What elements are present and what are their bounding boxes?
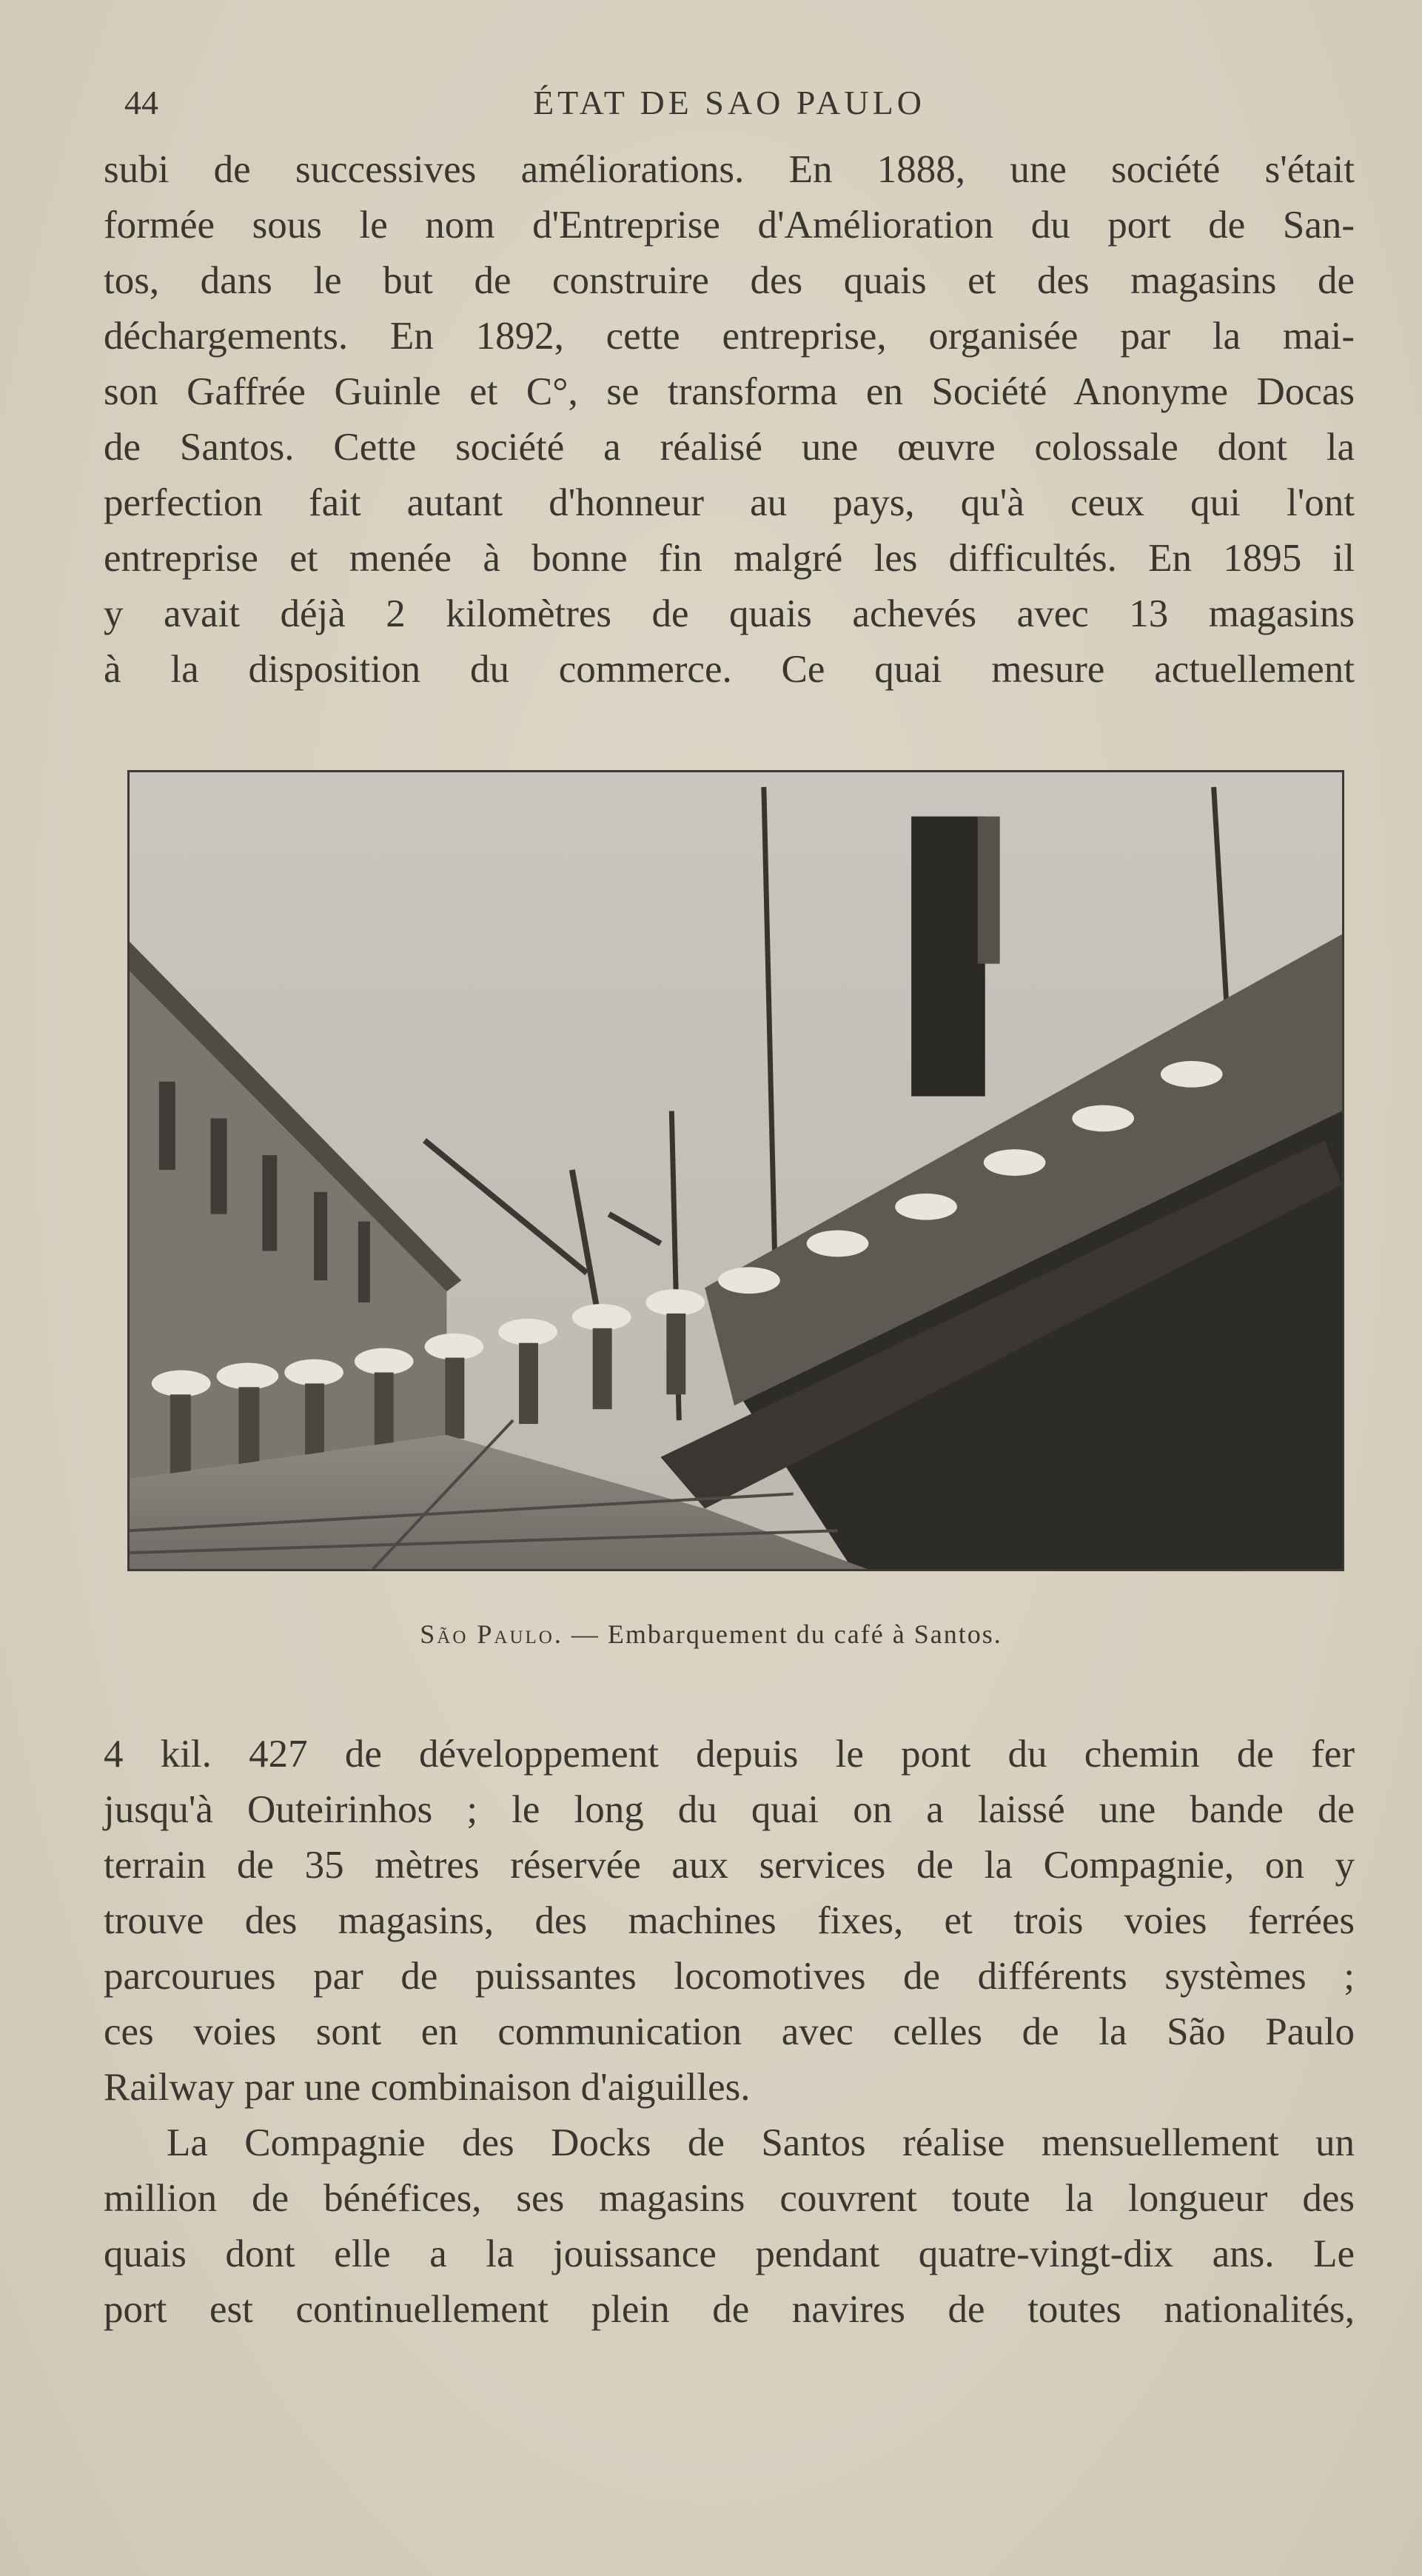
running-title: ÉTAT DE SAO PAULO (533, 84, 925, 121)
text-line: déchargements. En 1892, cette entreprise, organisée par la mai- (104, 315, 1355, 358)
text-line: jusqu'à Outeirinhos ; le long du quai on a laissé une bande de (104, 1788, 1355, 1831)
caption-text: — Embarquement du café à Santos. (563, 1619, 1002, 1649)
page-header (104, 83, 1355, 127)
text-line: formée sous le nom d'Entreprise d'Amélioration du port de San- (104, 204, 1355, 247)
text-line: son Gaffrée Guinle et C°, se transforma en Société Anonyme Docas (104, 370, 1355, 413)
paragraph-2 (104, 1727, 1355, 2338)
text-line: million de bénéfices, ses magasins couvrent toute la longueur des (104, 2177, 1355, 2220)
text-line: à la disposition du commerce. Ce quai mesure actuellement (104, 648, 1355, 691)
paragraph-1 (104, 142, 1355, 697)
caption-place: São Paulo. (420, 1619, 563, 1649)
text-line: port est continuellement plein de navires de toutes nationalités, (104, 2288, 1355, 2331)
photo-illustration (130, 772, 1342, 1569)
text-line: de Santos. Cette société a réalisé une œuvre colossale dont la (104, 426, 1355, 469)
text-line: quais dont elle a la jouissance pendant quatre-vingt-dix ans. Le (104, 2232, 1355, 2275)
text-line: y avait déjà 2 kilomètres de quais achevés avec 13 magasins (104, 592, 1355, 635)
text-line: perfection fait autant d'honneur au pays, qu'à ceux qui l'ont (104, 481, 1355, 524)
photograph-coffee-loading (127, 770, 1344, 1571)
text-line: La Compagnie des Docks de Santos réalise mensuellement un (167, 2121, 1355, 2164)
text-line: subi de successives améliorations. En 1888, une société s'était (104, 148, 1355, 191)
text-line: tos, dans le but de construire des quais et des magasins de (104, 259, 1355, 302)
text-line: terrain de 35 mètres réservée aux services de la Compagnie, on y (104, 1844, 1355, 1887)
text-line: Railway par une combinaison d'aiguilles. (104, 2066, 751, 2109)
text-line: 4 kil. 427 de développement depuis le pont du chemin de fer (104, 1733, 1355, 1776)
text-line: ces voies sont en communication avec celles de la São Paulo (104, 2010, 1355, 2053)
text-line: trouve des magasins, des machines fixes, et trois voies ferrées (104, 1899, 1355, 1942)
funnel (911, 817, 985, 1097)
text-line: entreprise et menée à bonne fin malgré les difficultés. En 1895 il (104, 537, 1355, 580)
figure-caption (0, 1619, 1422, 1650)
text-line: parcourues par de puissantes locomotives de différents systèmes ; (104, 1955, 1355, 1998)
page-number: 44 (124, 84, 158, 121)
